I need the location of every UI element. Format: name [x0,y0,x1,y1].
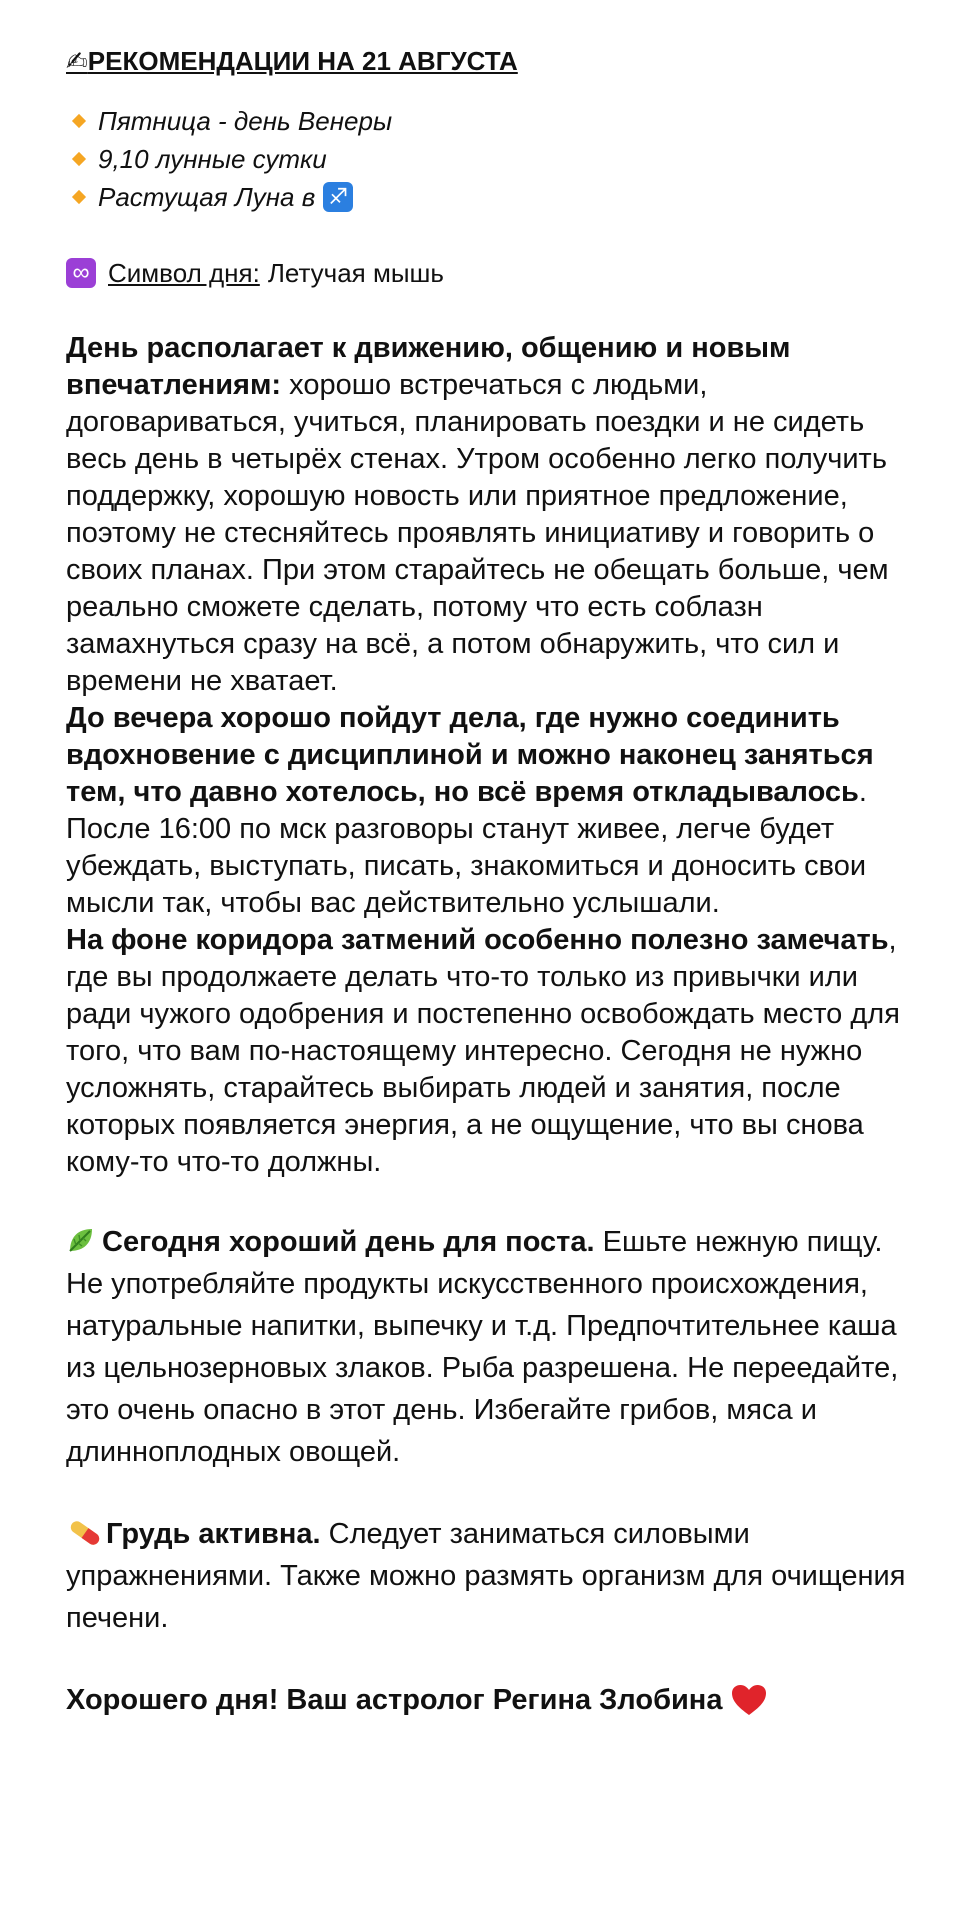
diet-section [66,1221,916,1473]
paragraph-lead: На фоне коридора затмений особенно полезно замечать [66,924,889,956]
paragraph-lead: День располагает к движению, общению и новым впечатлениям: [66,332,791,401]
sagittarius-icon: ♐ [323,182,353,212]
orange-diamond-icon [72,114,86,128]
list-item [66,178,916,216]
body-lead: Грудь активна. [106,1518,321,1550]
diet-lead: Сегодня хороший день для поста. [102,1226,595,1258]
list-item [66,140,916,178]
paragraph-lead: До вечера хорошо пойдут дела, где нужно соединить вдохновение с дисциплиной и можно наконец заняться тем, что давно хотелось, но всё время откладывалось [66,702,874,808]
bullet-text: 9,10 лунные сутки [98,144,327,174]
main-text [66,330,916,1181]
orange-diamond-icon [72,190,86,204]
orange-diamond-icon [72,152,86,166]
paragraph-body: . После 16:00 по мск разговоры станут живее, легче будет убеждать, выступать, писать, знакомиться и доносить свои мысли так, чтобы вас действительно услышали. [66,776,867,919]
symbol-of-day [66,254,916,292]
bullet-text: Пятница - день Венеры [98,106,393,136]
symbol-value: Летучая мышь [267,258,444,288]
bullet-text: Растущая Луна в [98,182,316,212]
writing-hand-icon: ✍ [66,46,88,76]
paragraph [66,922,916,1181]
body-section [66,1513,916,1639]
title-text: РЕКОМЕНДАЦИИ НА 21 АВГУСТА [87,46,518,76]
closing-text: Хорошего дня! Ваш астролог Регина Злобина [66,1684,723,1716]
symbol-label: Символ дня: [108,258,260,288]
day-info-list [66,102,916,216]
list-item [66,102,916,140]
paragraph-body: , где вы продолжаете делать что-то только из привычки или ради чужого одобрения и постепенно освобождать место для того, что вам по-настоящему интересно. Сегодня не нужно усложнять, старайтесь выбирать людей и занятия, после которых появляется энергия, а не ощущение, что вы снова кому-то что-то должны. [66,924,900,1178]
body-text: Следует заниматься силовыми упражнениями. Также можно размять организм для очищения печени. [66,1518,906,1634]
diet-text: Ешьте нежную пищу. Не употребляйте продукты искусственного происхождения, натуральные напитки, выпечку и т.д. Предпочтительнее каша из цельнозерновых злаков. Рыба разрешена. Не переедайте, это очень опасно в этот день. Избегайте грибов, мяса и длинноплодных овощей. [66,1226,899,1468]
infinity-icon: ∞ [66,258,96,288]
closing-line [66,1679,916,1721]
leafy-green-icon [66,1225,96,1255]
pill-icon [66,1518,104,1548]
paragraph-body: хорошо встречаться с людьми, договариваться, учиться, планировать поездки и не сидеть весь день в четырёх стенах. Утром особенно легко получить поддержку, хорошую новость или приятное предложение, поэтому не стесняйтесь проявлять инициативу и говорить о своих планах. При этом старайтесь не обещать больше, чем реально сможете сделать, потому что есть соблазн замахнуться сразу на всё, а потом обнаружить, что сил и времени не хватает. [66,369,889,697]
red-heart-icon [730,1683,768,1717]
post-content [66,42,916,1721]
paragraph [66,330,916,700]
paragraph [66,700,916,922]
post-title [66,42,916,80]
